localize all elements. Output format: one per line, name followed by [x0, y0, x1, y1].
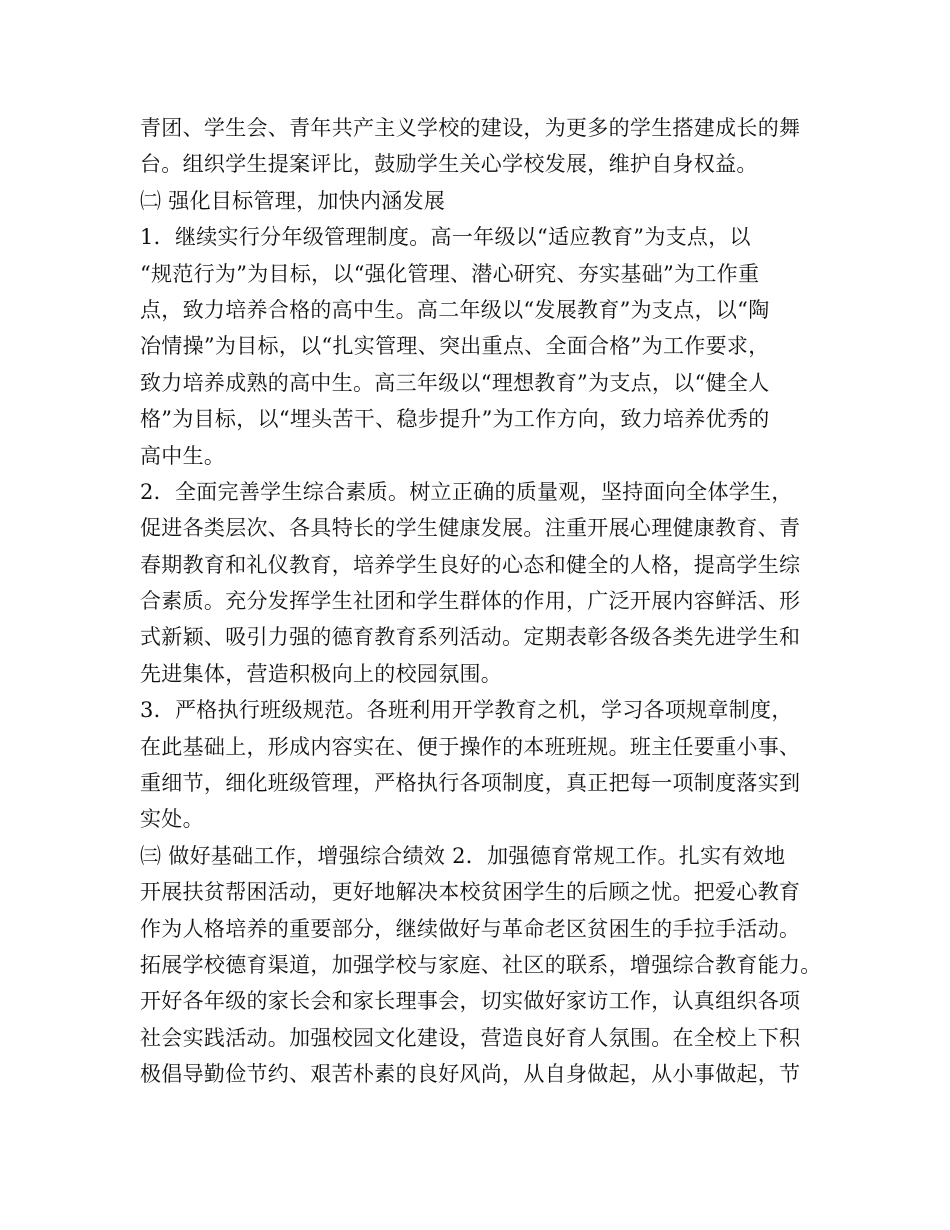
text-line: 在此基础上，形成内容实在、便于操作的本班班规。班主任要重小事、 — [140, 734, 801, 759]
text-line: 促进各类层次、各具特长的学生健康发展。注重开展心理健康教育、青 — [140, 516, 801, 541]
text-line: 2．全面完善学生综合素质。树立正确的质量观，坚持面向全体学生， — [140, 479, 793, 504]
text-line: 开展扶贫帮困活动，更好地解决本校贫困学生的后顾之忧。把爱心教育 — [140, 880, 801, 905]
text-line: 台。组织学生提案评比，鼓励学生关心学校发展，维护自身权益。 — [140, 152, 758, 177]
text-line: 合素质。充分发挥学生社团和学生群体的作用，广泛开展内容鲜活、形 — [140, 589, 801, 614]
text-line: 实处。 — [140, 807, 204, 832]
text-line: 青团、学生会、青年共产主义学校的建设，为更多的学生搭建成长的舞 — [140, 116, 801, 140]
text-line: 3．严格执行班级规范。各班利用开学教育之机，学习各项规章制度， — [140, 698, 793, 723]
text-line: 开好各年级的家长会和家长理事会，切实做好家访工作，认真组织各项 — [140, 989, 801, 1014]
section-heading: ㈡ 强化目标管理，加快内涵发展 — [140, 188, 446, 213]
document-body — [140, 110, 840, 1093]
text-line: 格”为目标，以“埋头苦干、稳步提升”为工作方向，致力培养优秀的 — [140, 407, 770, 432]
text-line: 式新颖、吸引力强的德育教育系列活动。定期表彰各级各类先进学生和 — [140, 625, 801, 650]
text-line: 先进集体，营造积极向上的校园氛围。 — [140, 661, 503, 686]
text-line: 1．继续实行分年级管理制度。高一年级以“适应教育”为支点，以 — [140, 225, 751, 250]
text-line: 致力培养成熟的高中生。高三年级以“理想教育”为支点，以“健全人 — [140, 370, 770, 395]
text-line: 春期教育和礼仪教育，培养学生良好的心态和健全的人格，提高学生综 — [140, 552, 801, 577]
text-line: 重细节，细化班级管理，严格执行各项制度，真正把每一项制度落实到 — [140, 771, 801, 796]
section-heading: ㈢ 做好基础工作，增强综合绩效 2．加强德育常规工作。扎实有效地 — [140, 843, 786, 868]
text-line: “规范行为”为目标，以“强化管理、潜心研究、夯实基础”为工作重 — [140, 261, 760, 286]
text-line: 高中生。 — [140, 443, 226, 468]
text-line: 冶情操”为目标，以“扎实管理、突出重点、全面合格”为工作要求， — [140, 334, 770, 359]
text-line: 作为人格培养的重要部分，继续做好与革命老区贫困生的手拉手活动。 — [140, 916, 801, 941]
text-line: 点，致力培养合格的高中生。高二年级以“发展教育”为支点，以“陶 — [140, 297, 770, 322]
text-line: 极倡导勤俭节约、艰苦朴素的良好风尚，从自身做起，从小事做起，节 — [140, 1062, 801, 1087]
text-line: 拓展学校德育渠道，加强学校与家庭、社区的联系，增强综合教育能力。 — [140, 952, 822, 977]
text-line: 社会实践活动。加强校园文化建设，营造良好育人氛围。在全校上下积 — [140, 1025, 801, 1050]
